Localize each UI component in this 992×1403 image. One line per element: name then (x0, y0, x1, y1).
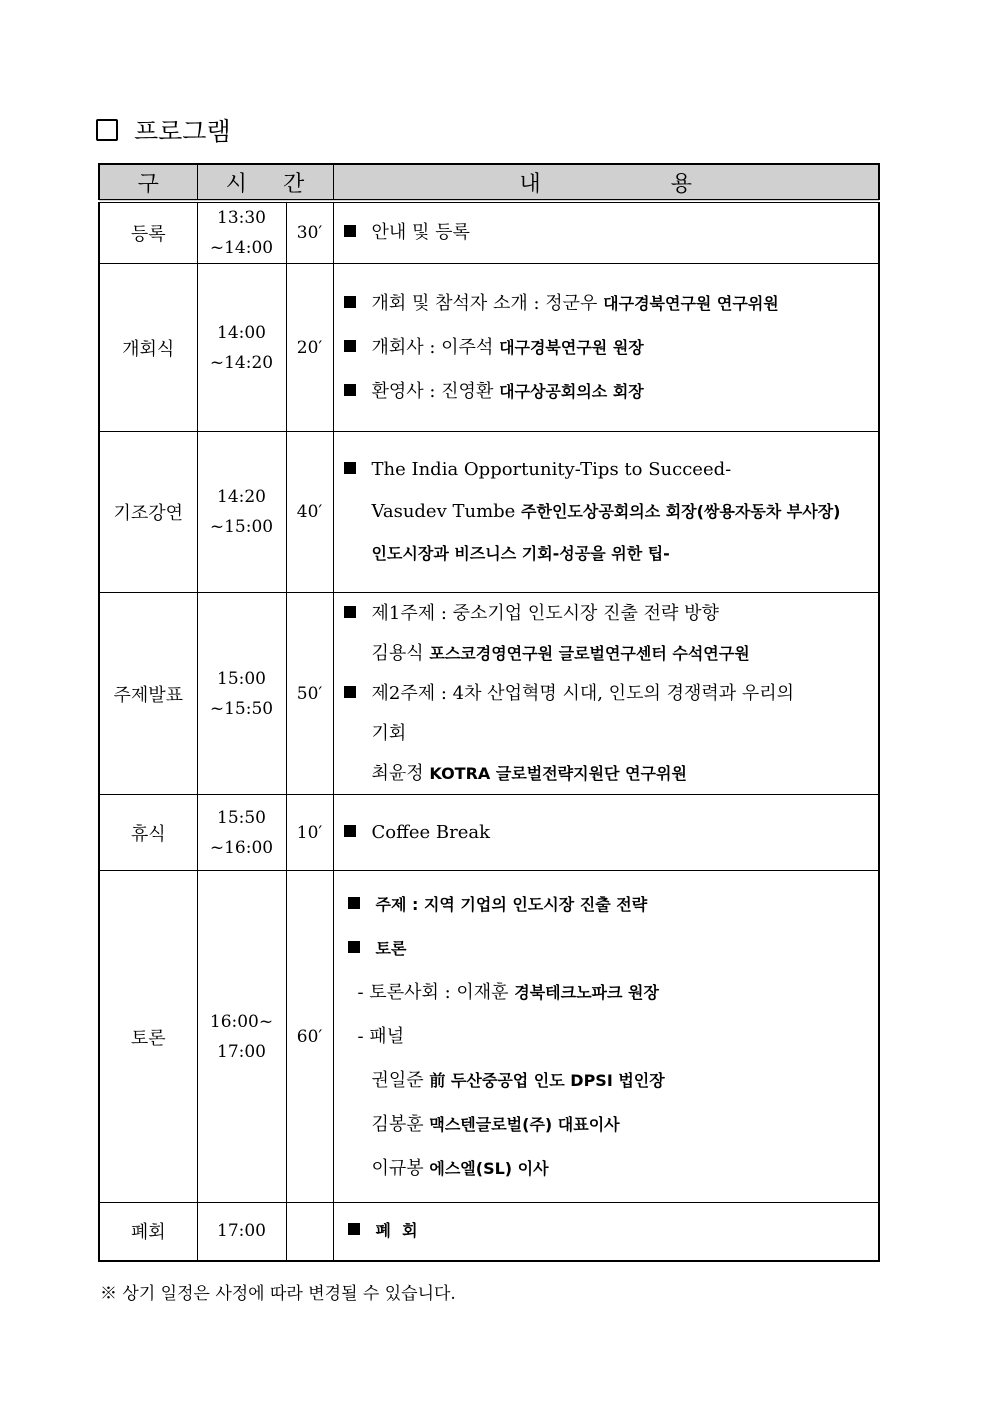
table-row (99, 795, 879, 871)
bullet-square-icon (344, 296, 356, 308)
row-category: 휴식 (99, 795, 197, 871)
bullet-square-icon (344, 462, 356, 474)
row-duration: 10′ (286, 795, 333, 871)
footnote: ※ 상기 일정은 사정에 따라 변경될 수 있습니다. (100, 1284, 456, 1304)
row-duration: 60′ (286, 871, 333, 1203)
header-category: 구 (99, 164, 197, 201)
row-time: 14:00 ~14:20 (197, 264, 286, 432)
row-category: 주제발표 (99, 593, 197, 795)
row-content: 개회 및 참석자 소개 : 정군우 대구경북연구원 연구위원 개회사 : 이주석 대구경북연구원 원장 환영사 : 진영환 대구상공회의소 회장 (333, 264, 879, 432)
row-content: 주제 : 지역 기업의 인도시장 진출 전략 토론 - 토론사회 : 이재훈 경북테크노파크 원장 - 패널 권일준 前 두산중공업 인도 DPSI 법인장 김봉훈 맥스텐글로벌(주) 대표이사 이규봉 에스엘(SL) 이사 (333, 871, 879, 1203)
table-row (99, 871, 879, 1203)
header-time: 시 간 (197, 164, 333, 201)
table-row (99, 432, 879, 593)
row-time: 16:00~ 17:00 (197, 871, 286, 1203)
section-title-text: 프로그램 (134, 117, 231, 146)
row-time: 13:30 ~14:00 (197, 201, 286, 264)
section-title (96, 114, 231, 146)
bullet-square-icon (348, 897, 360, 909)
table-row (99, 1203, 879, 1261)
bullet-square-icon (344, 340, 356, 352)
row-content: 안내 및 등록 (333, 201, 879, 264)
row-time: 17:00 (197, 1203, 286, 1261)
row-content: The India Opportunity-Tips to Succeed- Vasudev Tumbe 주한인도상공회의소 회장(쌍용자동차 부사장) 인도시장과 비즈니스 기회-성공을 위한 팁- (333, 432, 879, 593)
row-category: 개회식 (99, 264, 197, 432)
row-duration: 40′ (286, 432, 333, 593)
table-header (99, 164, 879, 201)
row-duration (286, 1203, 333, 1261)
row-duration: 30′ (286, 201, 333, 264)
row-duration: 50′ (286, 593, 333, 795)
row-duration: 20′ (286, 264, 333, 432)
row-time: 14:20 ~15:00 (197, 432, 286, 593)
bullet-square-icon (344, 384, 356, 396)
row-content: Coffee Break (333, 795, 879, 871)
table-row (99, 593, 879, 795)
bullet-square-icon (344, 825, 356, 837)
program-table (98, 163, 880, 1262)
row-content: 폐 회 (333, 1203, 879, 1261)
checkbox-icon (96, 119, 118, 141)
row-category: 폐회 (99, 1203, 197, 1261)
row-time: 15:50 ~16:00 (197, 795, 286, 871)
row-category: 토론 (99, 871, 197, 1203)
bullet-square-icon (348, 1223, 360, 1235)
table-row (99, 201, 879, 264)
row-time: 15:00 ~15:50 (197, 593, 286, 795)
header-content: 내 용 (333, 164, 879, 201)
row-category: 등록 (99, 201, 197, 264)
row-category: 기조강연 (99, 432, 197, 593)
bullet-square-icon (344, 225, 356, 237)
bullet-square-icon (344, 686, 356, 698)
table-row (99, 264, 879, 432)
bullet-square-icon (344, 606, 356, 618)
bullet-square-icon (348, 941, 360, 953)
row-content: 제1주제 : 중소기업 인도시장 진출 전략 방향 김용식 포스코경영연구원 글로벌연구센터 수석연구원 제2주제 : 4차 산업혁명 시대, 인도의 경쟁력과 우리의 기회 최윤정 KOTRA 글로벌전략지원단 연구위원 (333, 593, 879, 795)
